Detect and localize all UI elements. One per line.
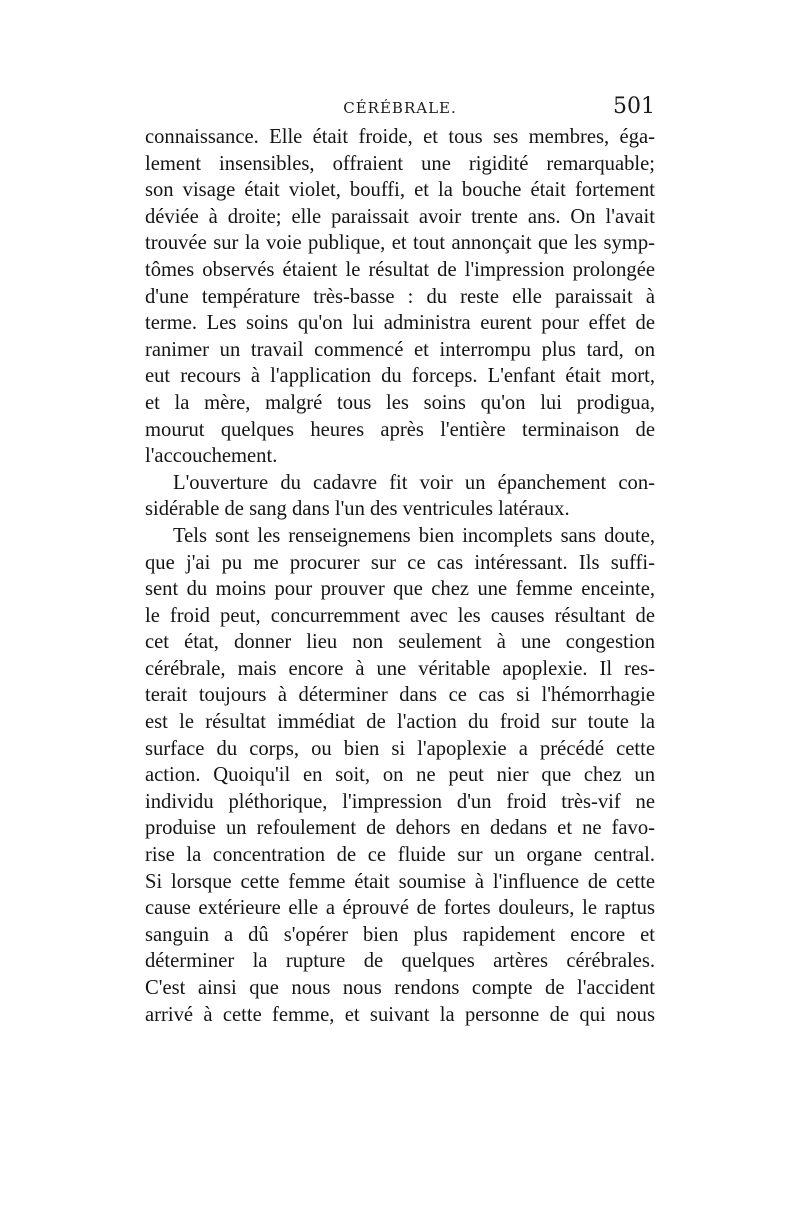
text-line: produise un refoulement de dehors en dedans et ne favo- [145,817,655,840]
text-line: terme. Les soins qu'on lui administra eurent pour effet de [145,312,655,335]
text-line: sent du moins pour prouver que chez une femme enceinte, [145,578,655,601]
text-line: cérébrale, mais encore à une véritable apoplexie. Il res- [145,657,655,680]
text-line: le froid peut, concurremment avec les causes résultant de [145,604,655,627]
text-line: déviée à droite; elle paraissait avoir trente ans. On l'avait [145,205,655,228]
page-number: 501 [613,94,655,119]
text-line: terait toujours à déterminer dans ce cas si l'hémorrhagie [145,684,655,707]
text-line: est le résultat immédiat de l'action du froid sur toute la [145,711,655,734]
text-line: mourut quelques heures après l'entière terminaison de [145,418,655,441]
text-line: trouvée sur la voie publique, et tout annonçait que les symp- [145,232,655,255]
paragraph [145,523,655,1028]
text-line: sanguin a dû s'opérer bien plus rapidement encore et [145,923,655,946]
text-line: individu pléthorique, l'impression d'un froid très-vif ne [145,790,655,813]
text-line: Tels sont les renseignemens bien incomplets sans doute, [173,524,655,547]
text-line: d'une température très-basse : du reste elle paraissait à [145,285,655,308]
paragraph [145,470,655,523]
text-line: cause extérieure elle a éprouvé de fortes douleurs, le raptus [145,897,655,920]
text-line: Si lorsque cette femme était soumise à l'influence de cette [145,870,655,893]
text-line: l'accouchement. [145,445,278,468]
text-line: tômes observés étaient le résultat de l'impression prolongée [145,258,655,281]
text-line: son visage était violet, bouffi, et la bouche était fortement [145,179,655,202]
text-line: que j'ai pu me procurer sur ce cas intéressant. Ils suffi- [145,551,655,574]
text-line: sidérable de sang dans l'un des ventricules latéraux. [145,498,570,521]
text-line: action. Quoiqu'il en soit, on ne peut nier que chez un [145,764,655,787]
page-header [145,94,655,124]
text-line: et la mère, malgré tous les soins qu'on lui prodigua, [145,391,655,414]
text-line: surface du corps, ou bien si l'apoplexie a précédé cette [145,737,655,760]
text-line: lement insensibles, offraient une rigidité remarquable; [145,152,655,175]
text-line: cet état, donner lieu non seulement à une congestion [145,631,655,654]
paragraph [145,124,655,470]
text-line: connaissance. Elle était froide, et tous ses membres, éga- [145,126,655,148]
text-line: ranimer un travail commencé et interrompu plus tard, on [145,338,655,361]
body-text [145,124,655,1028]
running-title: CÉRÉBRALE. [343,99,457,117]
text-line: déterminer la rupture de quelques artères cérébrales. [145,950,655,973]
text-line: eut recours à l'application du forceps. L'enfant était mort, [145,365,655,388]
text-line: rise la concentration de ce fluide sur un organe central. [145,844,655,867]
text-line: C'est ainsi que nous nous rendons compte de l'accident [145,977,655,999]
text-line: arrivé à cette femme, et suivant la personne de qui nous [145,1003,655,1026]
text-line: L'ouverture du cadavre fit voir un épanchement con- [173,471,655,494]
